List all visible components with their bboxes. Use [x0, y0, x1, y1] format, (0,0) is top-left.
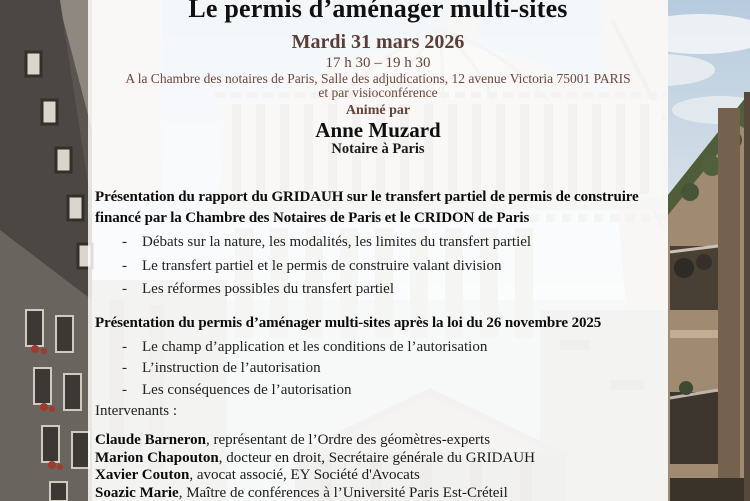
bullet-item: [95, 231, 655, 255]
speakers-label: Intervenants :: [95, 403, 178, 419]
flyer-title: Le permis d’aménager multi-sites: [188, 0, 568, 23]
section-heading: Présentation du rapport du GRIDAUH sur le transfert partiel de permis de construire financé par la Chambre des Notaires de Paris et le CRIDON de Paris: [95, 189, 639, 226]
flyer-content: [88, 0, 668, 501]
event-time: 17 h 30 – 19 h 30: [325, 55, 431, 71]
speaker-row: [95, 467, 661, 485]
bullet-text: Débats sur la nature, les modalités, les limites du transfert partiel: [142, 234, 532, 250]
bullet-item: [95, 278, 655, 302]
bullet-text: Le champ d’application et les conditions de l’autorisation: [142, 338, 488, 355]
host-role: Notaire à Paris: [331, 141, 425, 157]
speakers-list: [95, 432, 661, 501]
bullet-list: [95, 337, 655, 402]
event-remote-option: et par visioconférence: [318, 85, 438, 100]
bullet-text: Les réformes possibles du transfert partiel: [142, 281, 395, 297]
section-gridauh-report: [95, 187, 655, 302]
speaker-row: [95, 450, 661, 468]
dash-glyph: -: [122, 381, 127, 398]
bullet-list: [95, 231, 655, 302]
speaker-row: [95, 485, 661, 501]
left-building: [0, 0, 92, 501]
bullet-text: L’instruction de l’autorisation: [142, 360, 321, 376]
bullet-item: [95, 380, 655, 402]
speaker-details: , docteur en droit, Secrétaire générale du GRIDAUH: [218, 449, 535, 466]
speaker-details: , Maître de conférences à l’Université Paris Est-Créteil: [178, 484, 508, 501]
host-name: Anne Muzard: [315, 118, 441, 142]
section-permis-amenager: [95, 313, 655, 401]
speaker-details: , avocat associé, EY Société d'Avocats: [189, 467, 420, 483]
bullet-text: Le transfert partiel et le permis de construire valant division: [142, 257, 502, 274]
bullet-item: [95, 337, 655, 359]
bullet-text: Les conséquences de l’autorisation: [142, 381, 352, 398]
event-date: Mardi 31 mars 2026: [291, 31, 465, 53]
bullet-item: [95, 255, 655, 279]
speaker-name: Xavier Couton: [95, 467, 190, 483]
speaker-row: [95, 432, 661, 450]
speaker-details: , représentant de l’Ordre des géomètres-experts: [205, 432, 491, 448]
dash-glyph: -: [122, 257, 127, 274]
event-location: A la Chambre des notaires de Paris, Salle des adjudications, 12 avenue Victoria 75001 PARIS: [125, 71, 631, 86]
host-intro-label: Animé par: [345, 103, 411, 118]
dash-glyph: -: [122, 281, 127, 297]
dash-glyph: -: [122, 234, 127, 250]
dash-glyph: -: [122, 338, 127, 355]
dash-glyph: -: [122, 360, 127, 376]
bullet-item: [95, 358, 655, 380]
speaker-name: Claude Barneron: [95, 432, 206, 448]
speaker-name: Soazic Marie: [95, 484, 179, 501]
section-heading: Présentation du permis d’aménager multi-sites après la loi du 26 novembre 2025: [95, 315, 602, 331]
speaker-name: Marion Chapouton: [95, 449, 219, 466]
